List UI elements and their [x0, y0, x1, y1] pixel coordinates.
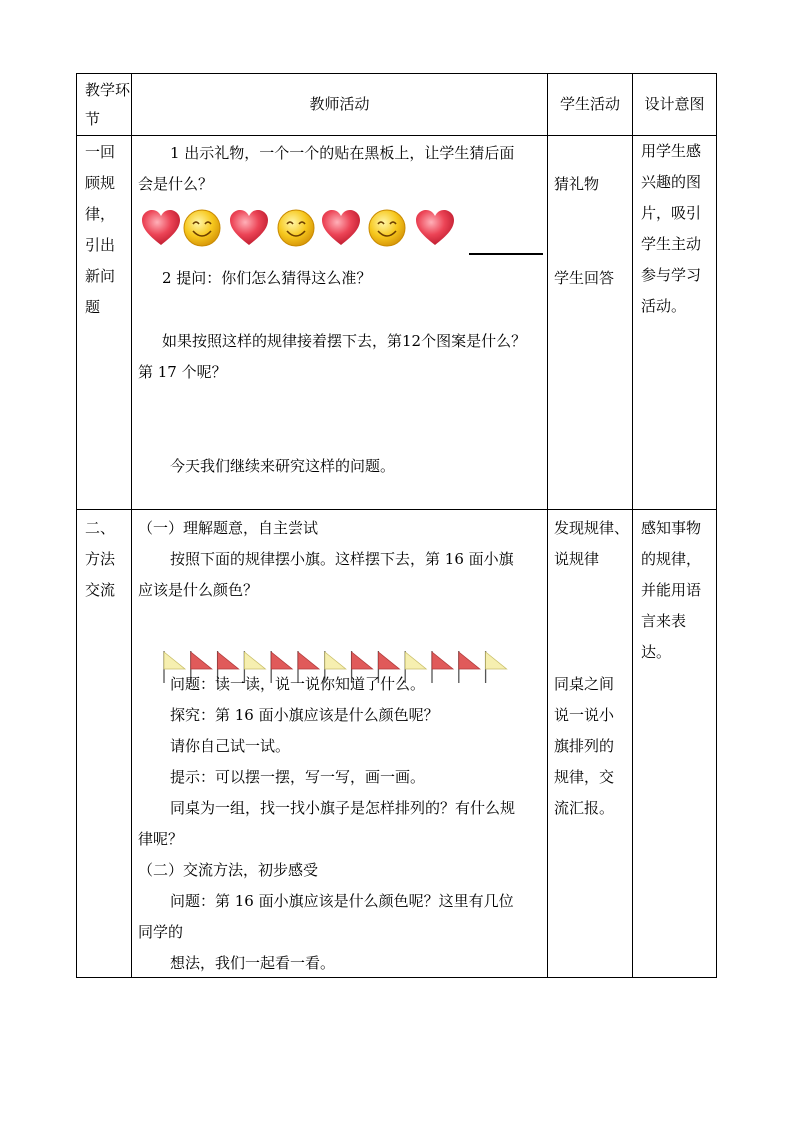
- smiley-icon: [367, 208, 407, 248]
- smiley-icon: [182, 208, 222, 248]
- teacher-line: 提示：可以摆一摆，写一写，画一画。: [170, 768, 426, 786]
- intent-method: 感知事物的规律，并能用语言来表达。: [641, 519, 702, 661]
- teacher-line: 同学的: [138, 923, 184, 941]
- heart-icon: [140, 208, 182, 248]
- stage-line: 二、: [85, 519, 116, 537]
- heart-icon: [320, 208, 362, 248]
- stage-review: 一回顾规律，引出新问题: [85, 143, 116, 316]
- teacher-line: 问题：读一读，说一说你知道了什么。: [170, 675, 426, 693]
- lesson-plan-table: [76, 73, 717, 978]
- teacher-line: 律呢？: [138, 830, 184, 848]
- intent-review-cell: [633, 136, 717, 510]
- teacher-line: 同桌为一组，找一找小旗子是怎样排列的？有什么规: [170, 799, 516, 817]
- student-method-cell: [548, 510, 633, 978]
- student-line: 说一说小: [554, 706, 615, 724]
- teacher-line: 想法，我们一起看一看。: [170, 954, 336, 972]
- header-teacher: 教师活动: [132, 74, 548, 136]
- teacher-line: 会是什么？: [138, 175, 214, 193]
- header-row: [77, 74, 717, 136]
- stage-line: 方法: [85, 550, 116, 568]
- student-line: 同桌之间: [554, 675, 615, 693]
- section-heading: （二）交流方法，初步感受: [138, 861, 319, 879]
- student-line: 规律，交: [554, 768, 615, 786]
- student-line: 旗排列的: [554, 737, 615, 755]
- student-line: 发现规律、: [554, 519, 630, 537]
- teacher-line: 如果按照这样的规律接着摆下去，第12个图案是什么？: [162, 332, 527, 350]
- heart-icon: [414, 208, 456, 248]
- header-stage: 教学环节: [77, 74, 132, 136]
- section-heading: （一）理解题意，自主尝试: [138, 519, 319, 537]
- answer-blank-line: [469, 253, 543, 255]
- student-line: 学生回答: [554, 269, 615, 287]
- student-line: 说规律: [554, 550, 600, 568]
- red-flag-icon: [459, 651, 480, 683]
- smiley-icon: [276, 208, 316, 248]
- red-flag-icon: [432, 651, 453, 683]
- stage-method-cell: [77, 510, 132, 978]
- teacher-line: 今天我们继续来研究这样的问题。: [170, 457, 396, 475]
- teacher-line: 1 出示礼物，一个一个的贴在黑板上，让学生猜后面: [170, 144, 515, 162]
- header-intent: 设计意图: [633, 74, 717, 136]
- gift-pattern: [140, 208, 470, 250]
- teacher-line: 2 提问：你们怎么猜得这么准？: [162, 269, 372, 287]
- teacher-method-cell: [132, 510, 548, 978]
- student-review-cell: [548, 136, 633, 510]
- teacher-line: 应该是什么颜色？: [138, 581, 259, 599]
- teacher-line: 问题：第 16 面小旗应该是什么颜色呢？这里有几位: [170, 892, 514, 910]
- row-method: [77, 510, 717, 978]
- row-review: [77, 136, 717, 510]
- teacher-line: 请你自己试一试。: [170, 737, 291, 755]
- stage-review-cell: [77, 136, 132, 510]
- intent-review: 用学生感兴趣的图片，吸引学生主动参与学习活动。: [641, 142, 702, 315]
- yellow-flag-icon: [486, 651, 507, 683]
- stage-line: 交流: [85, 581, 116, 599]
- teacher-line: 探究：第 16 面小旗应该是什么颜色呢？: [170, 706, 439, 724]
- heart-icon: [228, 208, 270, 248]
- intent-method-cell: [633, 510, 717, 978]
- teacher-line: 第 17 个呢？: [138, 363, 227, 381]
- teacher-line: 按照下面的规律摆小旗。这样摆下去，第 16 面小旗: [170, 550, 514, 568]
- header-student: 学生活动: [548, 74, 633, 136]
- teacher-review-cell: [132, 136, 548, 510]
- student-line: 猜礼物: [554, 175, 600, 193]
- student-line: 流汇报。: [554, 799, 615, 817]
